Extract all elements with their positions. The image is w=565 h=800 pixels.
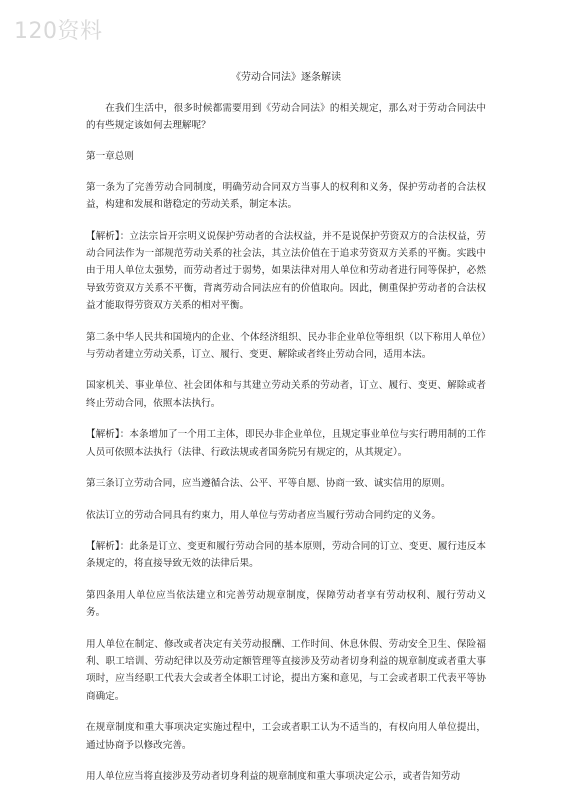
watermark-logo: 120资料 <box>14 19 103 44</box>
analysis-1: 【解析】：立法宗旨开宗明义说保护劳动者的合法权益，并不是说保护劳资双方的合法权益，劳动合同法作为一部规范劳动关系的社会法，其立法价值在于追求劳资双方关系的平衡。实践中由于用人单位太强势，而劳动者过于弱势，如果法律对用人单位和劳动者进行同等保护，必然导致劳资双方关系不平衡，背离劳动合同法应有的价值取向。因此，侧重保护劳动者的合法权益才能取得劳资双方关系的相对平衡。 <box>86 230 486 312</box>
article-4-paragraph-2: 用人单位在制定、修改或者决定有关劳动报酬、工作时间、休息休假、劳动安全卫生、保险福利、职工培训、劳动纪律以及劳动定额管理等直接涉及劳动者切身利益的规章制度或者重大事项时，应当经职工代表大会或者全体职工讨论，提出方案和意见，与工会或者职工代表平等协商确定。 <box>86 638 486 702</box>
article-4: 第四条用人单位应当依法建立和完善劳动规章制度，保障劳动者享有劳动权利、履行劳动义务。 <box>86 589 486 619</box>
article-2-paragraph-2: 国家机关、事业单位、社会团体和与其建立劳动关系的劳动者，订立、履行、变更、解除或者终止劳动合同，依照本法执行。 <box>86 380 486 409</box>
article-3: 第三条订立劳动合同，应当遵循合法、公平、平等自愿、协商一致、诚实信用的原则。 <box>86 478 451 490</box>
article-4-paragraph-3: 在规章制度和重大事项决定实施过程中，工会或者职工认为不适当的，有权向用人单位提出，通过协商予以修改完善。 <box>86 722 486 751</box>
analysis-2: 【解析】：本条增加了一个用工主体，即民办非企业单位，且规定事业单位与实行聘用制的工作人员可依照本法执行（法律、行政法规或者国务院另有规定的，从其规定）。 <box>86 429 486 458</box>
intro-paragraph: 在我们生活中，很多时候都需要用到《劳动合同法》的相关规定，那么对于劳动合同法中的有些规定该如何去理解呢？ <box>86 103 486 132</box>
analysis-3: 【解析】：此条是订立、变更和履行劳动合同的基本原则，劳动合同的订立、变更、履行违反本条规定的，将直接导致无效的法律后果。 <box>86 540 486 570</box>
chapter-heading: 第一章总则 <box>86 150 134 162</box>
article-3-paragraph-2: 依法订立的劳动合同具有约束力，用人单位与劳动者应当履行劳动合同约定的义务。 <box>86 509 441 521</box>
document-page <box>86 70 486 799</box>
article-2: 第二条中华人民共和国境内的企业、个体经济组织、民办非企业单位等组织（以下称用人单位）与劳动者建立劳动关系，订立、履行、变更、解除或者终止劳动合同，适用本法。 <box>86 331 486 361</box>
article-1: 第一条为了完善劳动合同制度，明确劳动合同双方当事人的权利和义务，保护劳动者的合法权益，构建和发展和谐稳定的劳动关系，制定本法。 <box>86 181 486 211</box>
document-title: 《劳动合同法》逐条解读 <box>231 72 341 83</box>
article-4-paragraph-4: 用人单位应当将直接涉及劳动者切身利益的规章制度和重大事项决定公示，或者告知劳动 <box>86 770 461 782</box>
